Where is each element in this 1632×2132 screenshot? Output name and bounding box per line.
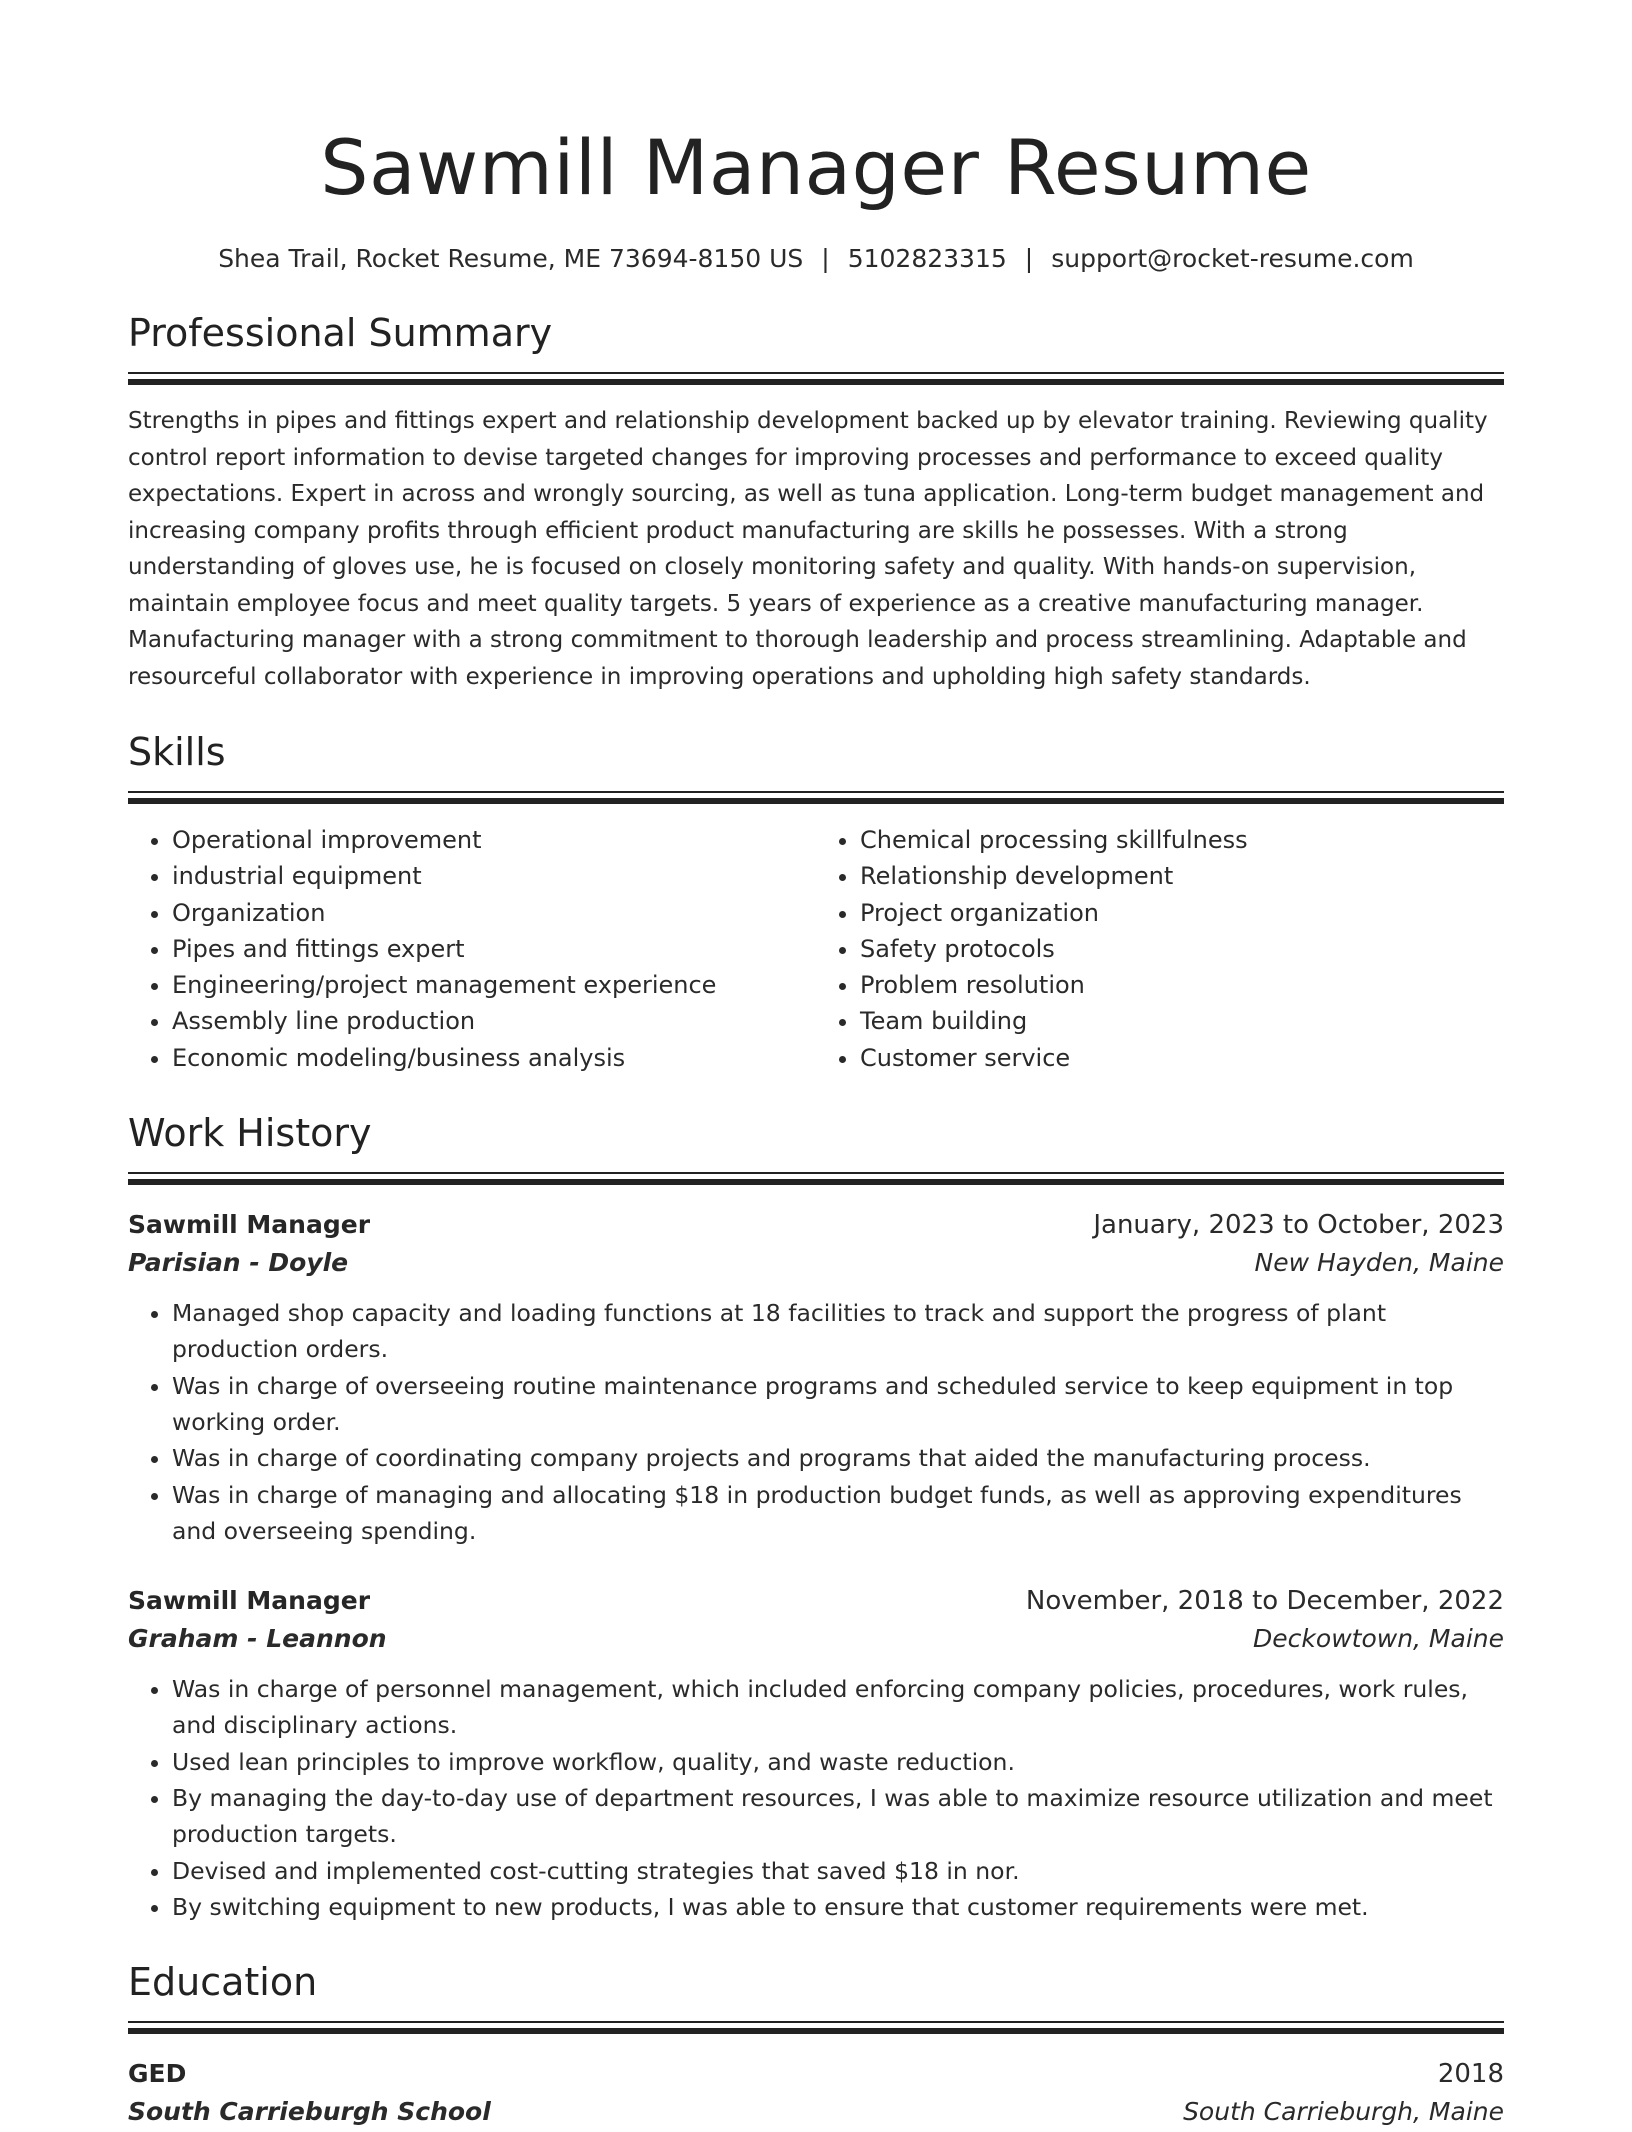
education-location: South Carrieburgh, Maine bbox=[1183, 2097, 1504, 2127]
skill-item: • Project organization bbox=[860, 895, 1504, 931]
skill-item: • Assembly line production bbox=[172, 1003, 816, 1039]
skill-item: • Team building bbox=[860, 1003, 1504, 1039]
job-title: Sawmill Manager bbox=[128, 1586, 371, 1616]
section-divider bbox=[128, 372, 1504, 374]
job-bullet: • Was in charge of managing and allocating $18 in production budget funds, as well as approving expenditures and overseeing spending. bbox=[172, 1477, 1504, 1550]
education-section bbox=[128, 1957, 1504, 2132]
job-subheader-row bbox=[128, 1619, 1504, 1659]
contact-address: Shea Trail, Rocket Resume, ME 73694-8150 US bbox=[218, 244, 804, 273]
skill-item: • Economic modeling/business analysis bbox=[172, 1040, 816, 1076]
section-divider-thick bbox=[128, 1179, 1504, 1185]
education-entry bbox=[128, 2056, 1504, 2132]
education-degree: GED bbox=[128, 2059, 187, 2089]
education-year: 2018 bbox=[1437, 2059, 1504, 2090]
contact-separator: | bbox=[1024, 244, 1034, 273]
skill-item: • Chemical processing skillfulness bbox=[860, 822, 1504, 858]
skill-item: • Organization bbox=[172, 895, 816, 931]
job-company: Parisian - Doyle bbox=[128, 1248, 349, 1278]
skills-list-right bbox=[816, 822, 1504, 1076]
job-bullet: • Devised and implemented cost-cutting strategies that saved $18 in nor. bbox=[172, 1853, 1504, 1889]
job-location: New Hayden, Maine bbox=[1254, 1248, 1504, 1278]
skill-item: • Problem resolution bbox=[860, 967, 1504, 1003]
section-heading-work-history: Work History bbox=[128, 1111, 372, 1156]
job-bullet: • Managed shop capacity and loading functions at 18 facilities to track and support the progress of plant production orders. bbox=[172, 1295, 1504, 1368]
job-location: Deckowtown, Maine bbox=[1253, 1624, 1504, 1654]
job-dates: November, 2018 to December, 2022 bbox=[1025, 1586, 1504, 1617]
section-divider-thick bbox=[128, 798, 1504, 804]
job-entry bbox=[128, 1207, 1504, 1549]
job-bullets bbox=[128, 1671, 1504, 1925]
section-divider bbox=[128, 791, 1504, 793]
job-bullet: • Used lean principles to improve workflow, quality, and waste reduction. bbox=[172, 1744, 1504, 1780]
work-history-section bbox=[128, 1108, 1504, 1925]
skills-list-left bbox=[128, 822, 816, 1076]
section-divider bbox=[128, 1172, 1504, 1174]
job-bullet: • By managing the day-to-day use of department resources, I was able to maximize resource utilization and meet production targets. bbox=[172, 1780, 1504, 1853]
summary-text: Strengths in pipes and fittings expert and relationship development backed up by elevator training. Reviewing quality control report information to devise targeted changes for improving processes and performance to exceed quality expectations. Expert in across and wrongly sourcing, as well as tuna application. Long-term budget management and increasing company profits through efficient product manufacturing are skills he possesses. With a strong understanding of gloves use, he is focused on closely monitoring safety and quality. With hands-on supervision, maintain employee focus and meet quality targets. 5 years of experience as a creative manufacturing manager. Manufacturing manager with a strong commitment to thorough leadership and process streamlining. Adaptable and resourceful collaborator with experience in improving operations and upholding high safety standards. bbox=[128, 408, 1488, 690]
contact-email: support@rocket-resume.com bbox=[1051, 244, 1414, 273]
job-header-row bbox=[128, 1207, 1504, 1243]
section-heading-skills: Skills bbox=[128, 730, 226, 774]
skill-item: • Engineering/project management experience bbox=[172, 967, 816, 1003]
page-title: Sawmill Manager Resume bbox=[320, 123, 1312, 212]
job-bullet: • Was in charge of overseeing routine maintenance programs and scheduled service to keep equipment in top working order. bbox=[172, 1368, 1504, 1441]
job-header-row bbox=[128, 1583, 1504, 1619]
section-heading-summary: Professional Summary bbox=[128, 311, 553, 355]
skill-item: • Relationship development bbox=[860, 858, 1504, 894]
contact-separator: | bbox=[821, 244, 830, 273]
education-header-row bbox=[128, 2056, 1504, 2092]
contact-line bbox=[128, 242, 1504, 276]
skill-item: • Pipes and fittings expert bbox=[172, 931, 816, 967]
skill-item: • Customer service bbox=[860, 1040, 1504, 1076]
section-divider-thick bbox=[128, 2028, 1504, 2034]
education-school: South Carrieburgh School bbox=[128, 2097, 491, 2127]
section-divider bbox=[128, 2021, 1504, 2023]
job-dates: January, 2023 to October, 2023 bbox=[1093, 1210, 1504, 1241]
job-bullet: • Was in charge of coordinating company projects and programs that aided the manufacturing process. bbox=[172, 1440, 1504, 1476]
job-title: Sawmill Manager bbox=[128, 1210, 371, 1240]
job-company: Graham - Leannon bbox=[128, 1624, 387, 1654]
skills-section bbox=[128, 727, 1504, 1076]
job-bullet: • By switching equipment to new products, I was able to ensure that customer requirements were met. bbox=[172, 1889, 1504, 1925]
skill-item: • industrial equipment bbox=[172, 858, 816, 894]
education-subheader-row bbox=[128, 2092, 1504, 2132]
skill-item: • Safety protocols bbox=[860, 931, 1504, 967]
summary-section bbox=[128, 308, 1504, 695]
section-divider-thick bbox=[128, 379, 1504, 385]
skills-columns bbox=[128, 822, 1504, 1076]
job-entry bbox=[128, 1583, 1504, 1925]
contact-phone: 5102823315 bbox=[847, 244, 1007, 273]
job-bullets bbox=[128, 1295, 1504, 1549]
job-subheader-row bbox=[128, 1243, 1504, 1283]
skill-item: • Operational improvement bbox=[172, 822, 816, 858]
section-heading-education: Education bbox=[128, 1960, 318, 2005]
job-bullet: • Was in charge of personnel management, which included enforcing company policies, procedures, work rules, and disciplinary actions. bbox=[172, 1671, 1504, 1744]
